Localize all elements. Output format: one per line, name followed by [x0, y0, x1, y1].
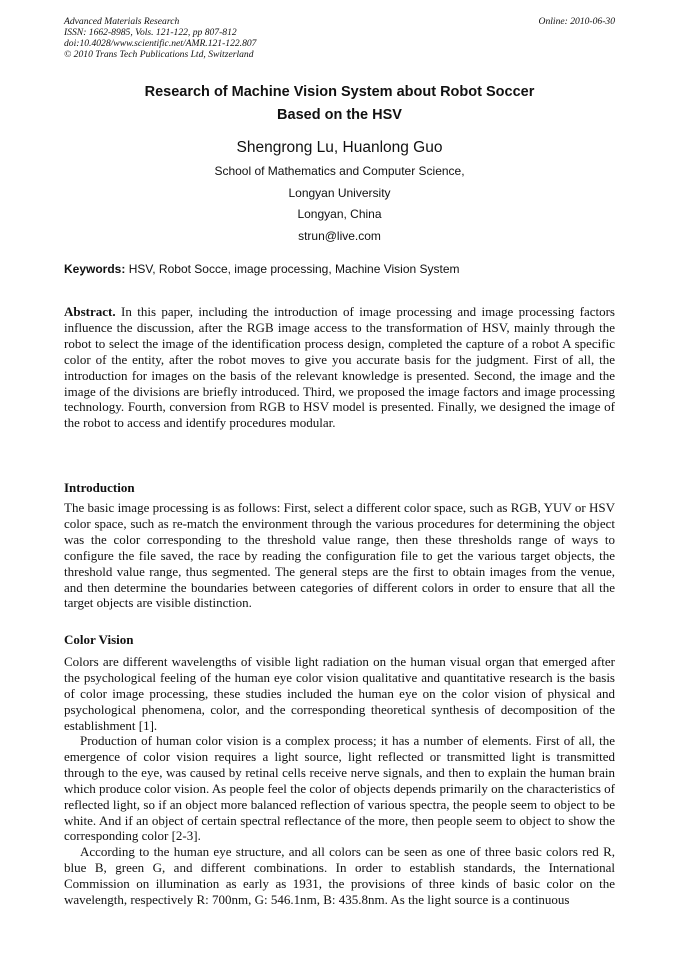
abstract — [64, 304, 615, 431]
color-vision-paragraph-3: According to the human eye structure, and all colors can be seen as one of three basic colors red R, blue B, green G, and different combinations. In order to establish standards, the International Commission on illumination as early as 1931, the provisions of three kinds of basic color on the wavelength, respectively R: 700nm, G: 546.1nm, B: 435.8nm. As the light source is a continuous — [64, 844, 615, 907]
journal-name: Advanced Materials Research — [64, 16, 180, 27]
copyright-line: © 2010 Trans Tech Publications Ltd, Switzerland — [64, 49, 254, 60]
affiliation-school: School of Mathematics and Computer Science, — [214, 164, 465, 178]
title-line-1: Research of Machine Vision System about Robot Soccer — [144, 84, 535, 100]
doi-line: doi:10.4028/www.scientific.net/AMR.121-122.807 — [64, 38, 257, 49]
abstract-text: In this paper, including the introduction of image processing and image processing factors influence the discussion, after the RGB image access to the transformation of HSV, mainly through the robot to select the image of the identification process design, completed the capture of a robot A specific color of the entity, after the robot moves to give you accurate basis for the judgment. First of all, the introduction for images on the basis of the relevant knowledge is presented. Second, the image and the image of the divisions are briefly introduced. Third, we proposed the image factors and image processing technology. Fourth, conversion from RGB to HSV model is presented. Finally, we designed the image of the robot to access and identify procedures modular. — [64, 304, 615, 431]
authors: Shengrong Lu, Huanlong Guo — [236, 139, 443, 156]
keywords-text: HSV, Robot Socce, image processing, Machine Vision System — [125, 262, 460, 276]
color-vision-paragraph-1: Colors are different wavelengths of visible light radiation on the human visual organ that emerged after the psychological feeling of the human eye color vision qualitative and quantitative research is the basis of color image processing, these studies included the human eye on the color vision of physical and psychological phenomena, color, and the corresponding theoretical synthesis of decomposition of the establishment [1]. — [64, 654, 615, 733]
title-line-2: Based on the HSV — [277, 107, 402, 123]
affiliation-location: Longyan, China — [297, 207, 382, 221]
online-date: Online: 2010-06-30 — [538, 16, 615, 27]
keywords-label: Keywords: — [64, 262, 126, 276]
paper-title — [64, 81, 615, 127]
abstract-label: Abstract. — [64, 304, 116, 319]
color-vision-paragraph-2: Production of human color vision is a complex process; it has a number of elements. First of all, the emergence of color vision requires a light source, light reflected or transmitted light is transmitted through to the eye, was caused by retinal cells receive nerve signals, and then to explain the human brain which produce color vision. As people feel the color of objects depends primarily on the characteristics of reflected light, so if an object more balanced reflection of various spectra, the people seem to object to be white. And if an object of certain spectral reflectance of the more, then people seem to object to show the corresponding color [2-3]. — [64, 733, 615, 844]
issn-line: ISSN: 1662-8985, Vols. 121-122, pp 807-812 — [64, 27, 237, 38]
author-email: strun@live.com — [298, 229, 381, 243]
color-vision-heading: Color Vision — [64, 632, 134, 647]
introduction-paragraph: The basic image processing is as follows: First, select a different color space, such as RGB, YUV or HSV color space, such as re-match the environment through the various procedures for determining the object was the color corresponding to the threshold value range, then these thresholds range of ways to configure the file saved, the race by reading the configuration file to get the various target objects, the threshold value range, thus segmented. The general steps are the first to obtain images from the venue, and then determine the boundaries between categories of different colors in order to ensure that all the target objects are visible distinction. — [64, 500, 615, 611]
keywords — [64, 262, 615, 276]
journal-header — [64, 16, 615, 60]
affiliation-university: Longyan University — [288, 186, 391, 200]
introduction-heading: Introduction — [64, 480, 135, 495]
